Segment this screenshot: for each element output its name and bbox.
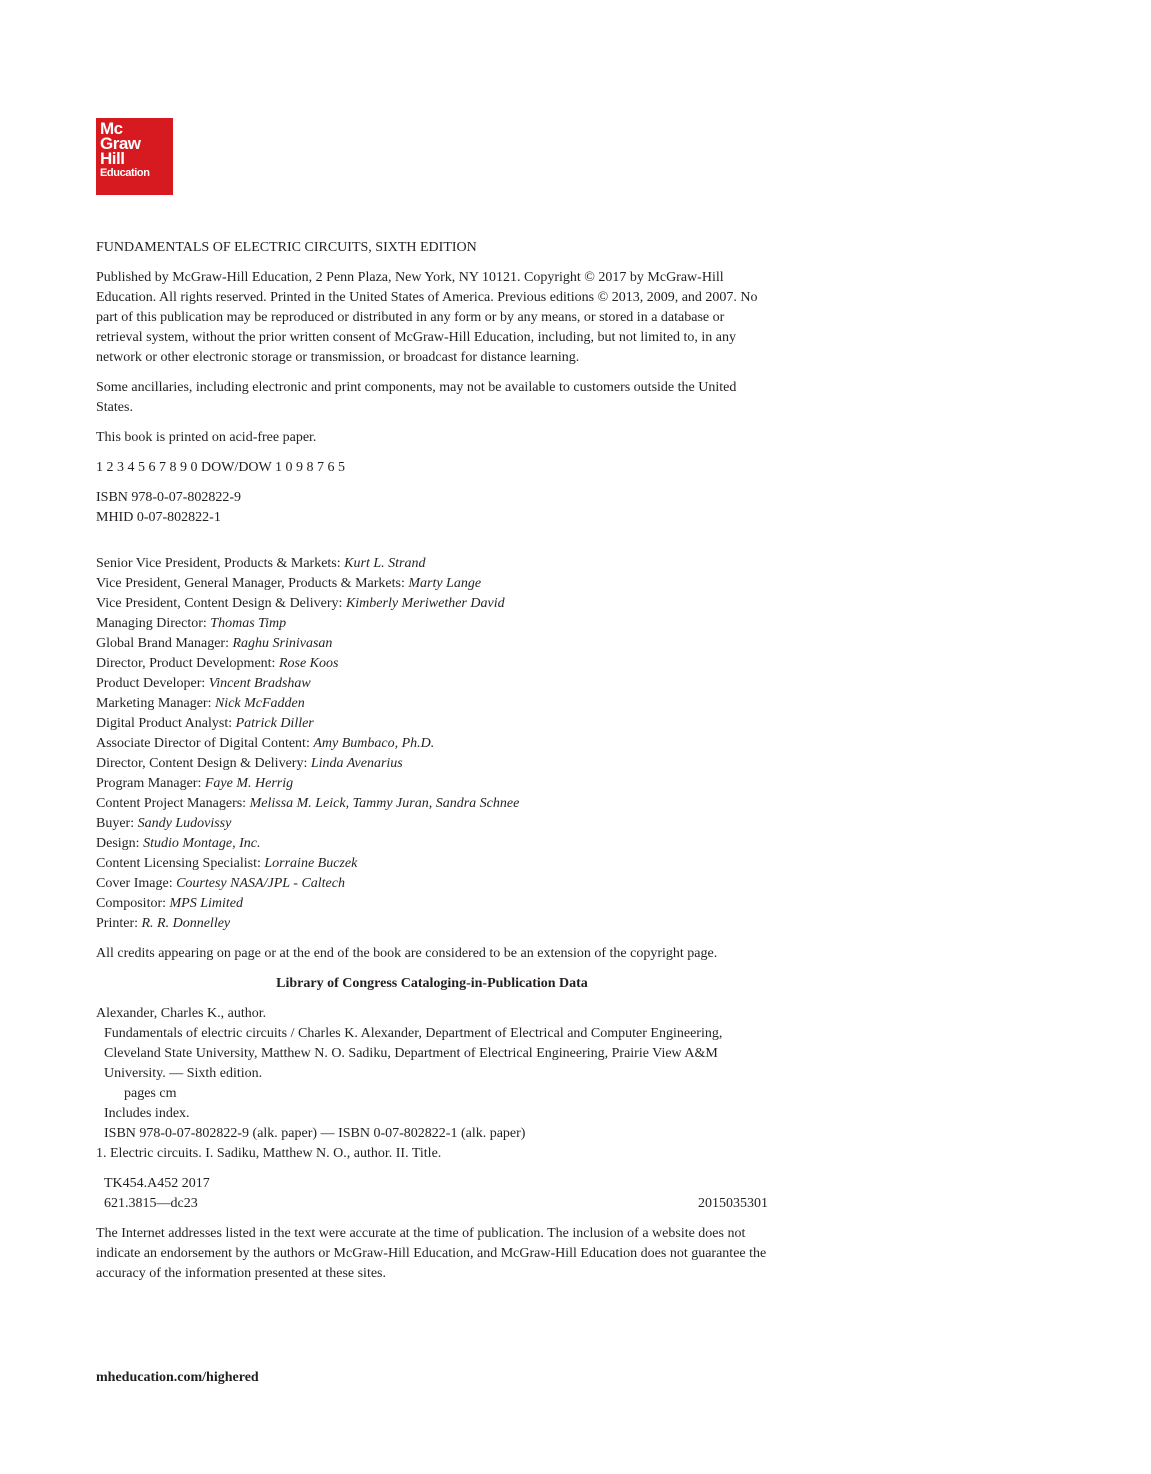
credit-name: R. R. Donnelley (141, 916, 231, 931)
credit-name: Amy Bumbaco, Ph.D. (313, 736, 435, 751)
credit-name: Nick McFadden (214, 696, 305, 711)
cip-pages: pages cm (124, 1086, 177, 1101)
credit-role: Content Project Managers: (96, 796, 250, 811)
internet-note: The Internet addresses listed in the text were accurate at the time of publication. The inclusion of a website does not indicate an endorsement by the authors or McGraw-Hill Education, and McGraw-Hill Education does not guarantee the accuracy of the information presented at these sites. (96, 1226, 767, 1281)
credits-list (96, 554, 768, 934)
credit-line (96, 774, 768, 794)
credit-line (96, 714, 768, 734)
credit-name: Studio Montage, Inc. (143, 836, 261, 851)
credit-name: Courtesy NASA/JPL - Caltech (176, 876, 345, 891)
credit-role: Vice President, General Manager, Products & Markets: (96, 576, 409, 591)
credit-line (96, 614, 768, 634)
credit-line (96, 554, 768, 574)
credit-role: Director, Content Design & Delivery: (96, 756, 311, 771)
credit-role: Cover Image: (96, 876, 177, 891)
cip-author: Alexander, Charles K., author. (96, 1006, 267, 1021)
cip-dewey: 621.3815—dc23 (104, 1196, 198, 1211)
logo-line-graw: Graw (100, 134, 141, 153)
credit-name: Linda Avenarius (310, 756, 403, 771)
credit-name: Patrick Diller (235, 716, 314, 731)
logo-line-mc: Mc (100, 119, 123, 138)
cip-subjects: 1. Electric circuits. I. Sadiku, Matthew N. O., author. II. Title. (96, 1146, 442, 1161)
logo-line-education: Education (100, 167, 150, 179)
acid-free-paragraph: This book is printed on acid-free paper. (96, 430, 317, 445)
credit-line (96, 594, 768, 614)
credit-line (96, 794, 768, 814)
credit-line (96, 654, 768, 674)
publisher-paragraph: Published by McGraw-Hill Education, 2 Penn Plaza, New York, NY 10121. Copyright © 2017 by McGraw-Hill Education. All rights reserved. Printed in the United States of America. Previous editions © 2013, 2009, and 2007. No part of this publication may be reproduced or distributed in any form or by any means, or stored in a database or retrieval system, without the prior written consent of McGraw-Hill Education, including, but not limited to, in any network or other electronic storage or transmission, or broadcast for distance learning. (96, 270, 758, 365)
credit-role: Managing Director: (96, 616, 211, 631)
logo-line-hill: Hill (100, 149, 125, 168)
credit-line (96, 854, 768, 874)
credit-role: Vice President, Content Design & Delivery: (96, 596, 346, 611)
credit-line (96, 834, 768, 854)
footer-url: mheducation.com/highered (96, 1370, 259, 1385)
cip-lc-class: TK454.A452 2017 (104, 1176, 210, 1191)
credit-line (96, 674, 768, 694)
credit-line (96, 814, 768, 834)
credit-name: Lorraine Buczek (264, 856, 358, 871)
credit-line (96, 694, 768, 714)
credit-name: Raghu Srinivasan (232, 636, 333, 651)
credit-role: Senior Vice President, Products & Markets: (96, 556, 345, 571)
credit-role: Digital Product Analyst: (96, 716, 236, 731)
credit-line (96, 634, 768, 654)
credit-name: Melissa M. Leick, Tammy Juran, Sandra Schnee (249, 796, 520, 811)
isbn-block (96, 488, 768, 528)
mcgraw-hill-education-logo (96, 118, 173, 195)
credit-line (96, 894, 768, 914)
isbn: ISBN 978-0-07-802822-9 (96, 490, 242, 505)
credit-role: Associate Director of Digital Content: (96, 736, 314, 751)
cip-description: Fundamentals of electric circuits / Charles K. Alexander, Department of Electrical and Computer Engineering, Cleveland State University, Matthew N. O. Sadiku, Department of Electrical Engineering, Prairie View A&M University. — Sixth edition. (104, 1026, 723, 1081)
page-content (96, 238, 768, 1294)
credit-name: Vincent Bradshaw (208, 676, 311, 691)
mhid: MHID 0-07-802822-1 (96, 510, 221, 525)
credit-role: Program Manager: (96, 776, 205, 791)
cip-dewey-row (96, 1194, 768, 1214)
credit-name: Marty Lange (408, 576, 482, 591)
credit-line (96, 874, 768, 894)
credit-role: Global Brand Manager: (96, 636, 233, 651)
credit-role: Content Licensing Specialist: (96, 856, 265, 871)
credit-role: Product Developer: (96, 676, 209, 691)
credit-role: Marketing Manager: (96, 696, 215, 711)
credit-name: Rose Koos (278, 656, 339, 671)
credit-name: Sandy Ludovissy (137, 816, 232, 831)
credit-name: Thomas Timp (210, 616, 287, 631)
cip-heading: Library of Congress Cataloging-in-Publication Data (276, 976, 588, 991)
book-title: FUNDAMENTALS OF ELECTRIC CIRCUITS, SIXTH EDITION (96, 240, 477, 255)
cip-lccn: 2015035301 (698, 1196, 768, 1211)
ancillaries-paragraph: Some ancillaries, including electronic and print components, may not be available to customers outside the United States. (96, 380, 737, 415)
cip-classification (96, 1174, 768, 1214)
cip-index: Includes index. (104, 1106, 190, 1121)
credits-note: All credits appearing on page or at the end of the book are considered to be an extension of the copyright page. (96, 946, 718, 961)
credit-line (96, 574, 768, 594)
credit-role: Compositor: (96, 896, 170, 911)
cip-data (96, 1004, 768, 1214)
credit-line (96, 914, 768, 934)
credit-name: MPS Limited (169, 896, 244, 911)
cip-isbn-line: ISBN 978-0-07-802822-9 (alk. paper) — ISBN 0-07-802822-1 (alk. paper) (104, 1126, 526, 1141)
credit-role: Buyer: (96, 816, 138, 831)
credit-name: Kurt L. Strand (344, 556, 426, 571)
credit-name: Kimberly Meriwether David (345, 596, 505, 611)
credit-role: Director, Product Development: (96, 656, 279, 671)
credit-line (96, 734, 768, 754)
credit-name: Faye M. Herrig (204, 776, 294, 791)
print-line: 1 2 3 4 5 6 7 8 9 0 DOW/DOW 1 0 9 8 7 6 5 (96, 460, 346, 475)
credit-role: Design: (96, 836, 144, 851)
credit-line (96, 754, 768, 774)
credit-role: Printer: (96, 916, 142, 931)
